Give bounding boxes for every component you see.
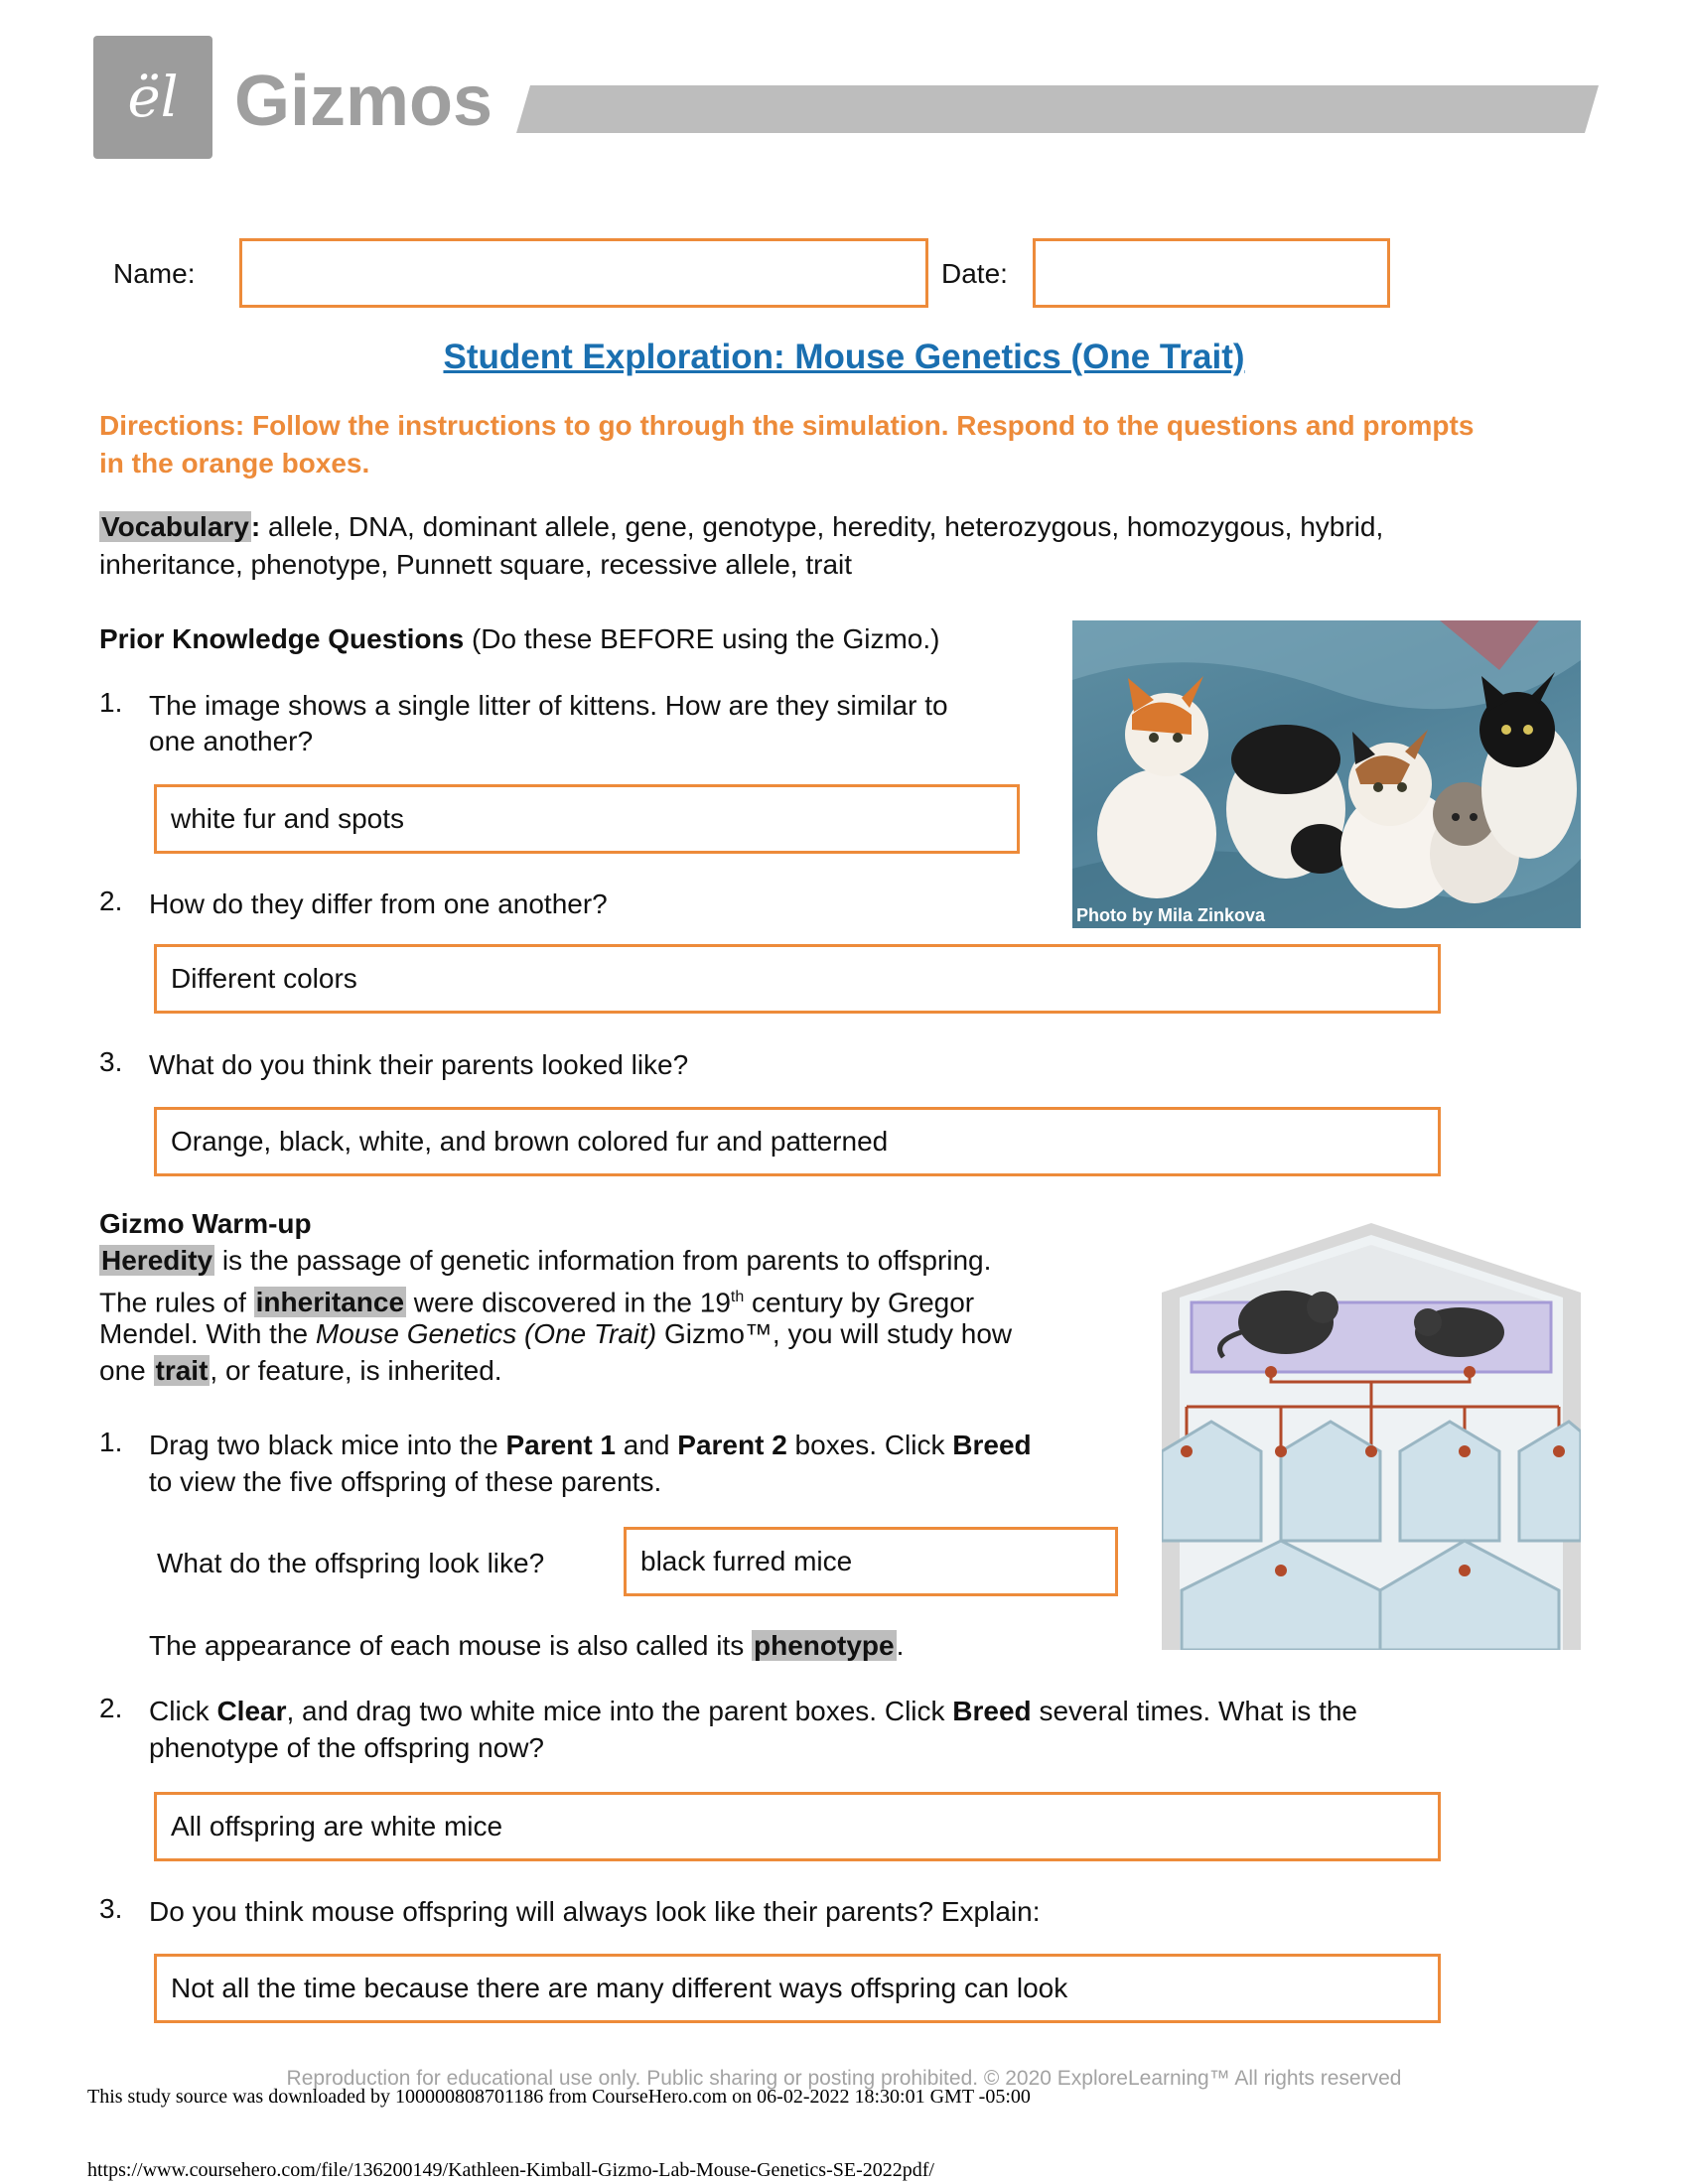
warmup-paragraph-line-1: Heredity is the passage of genetic information from parents to offspring. <box>101 1245 992 1276</box>
page-title: Student Exploration: Mouse Genetics (One Trait) <box>443 338 1245 376</box>
kittens-photo <box>1072 620 1581 928</box>
warmup-q3-answer[interactable]: Not all the time because there are many different ways offspring can look <box>154 1954 1441 2023</box>
download-notice: This study source was downloaded by 100000808701186 from CourseHero.com on 06-02-2022 18:30:01 GMT -05:00 <box>87 2086 1031 2108</box>
warmup-heading: Gizmo Warm-up <box>99 1208 312 1239</box>
date-field[interactable] <box>1033 238 1390 308</box>
warmup-q3-number: 3. <box>99 1893 123 1924</box>
prior-q3-answer[interactable]: Orange, black, white, and brown colored fur and patterned <box>154 1107 1441 1176</box>
warmup-q1-answer[interactable]: black furred mice <box>624 1527 1118 1596</box>
prior-q3-number: 3. <box>99 1046 123 1077</box>
warmup-paragraph-line-3: Mendel. With the Mouse Genetics (One Trait) Gizmo™, you will study how <box>99 1318 1013 1349</box>
name-label: Name: <box>113 258 196 289</box>
prior-q2-text: How do they differ from one another? <box>149 888 608 919</box>
prior-q1-line-2: one another? <box>149 726 314 756</box>
prior-q2-answer[interactable]: Different colors <box>154 944 1441 1014</box>
gizmos-logo-tile <box>93 36 212 159</box>
prior-q1-line-1: The image shows a single litter of kittens. How are they similar to <box>149 690 948 721</box>
warmup-q2-line-1: Click Clear, and drag two white mice into the parent boxes. Click Breed several times. What is the <box>149 1696 1358 1726</box>
warmup-q1-number: 1. <box>99 1427 123 1457</box>
warmup-paragraph-line-2: The rules of inheritance were discovered in the 19th century by Gregor <box>99 1287 975 1318</box>
photo-credit: Photo by Mila Zinkova <box>1076 905 1266 925</box>
prior-q3-text: What do you think their parents looked like? <box>149 1049 689 1080</box>
warmup-q1-line-1: Drag two black mice into the Parent 1 and Parent 2 boxes. Click Breed <box>149 1430 1032 1460</box>
warmup-q1-prompt: What do the offspring look like? <box>157 1548 545 1578</box>
prior-q2-number: 2. <box>99 886 123 916</box>
warmup-paragraph-line-4: one trait, or feature, is inherited. <box>99 1355 502 1386</box>
vocabulary-line-1: Vocabulary: allele, DNA, dominant allele, gene, genotype, heredity, heterozygous, homozygous, hybrid, <box>101 511 1384 542</box>
phenotype-note: The appearance of each mouse is also called its phenotype. <box>149 1630 905 1661</box>
warmup-q2-line-2: phenotype of the offspring now? <box>149 1732 545 1763</box>
warmup-q2-answer[interactable]: All offspring are white mice <box>154 1792 1441 1861</box>
copyright-notice: Reproduction for educational use only. Public sharing or posting prohibited. © 2020 ExploreLearning™ All rights reserved <box>286 2067 1402 2090</box>
source-url[interactable]: https://www.coursehero.com/file/136200149/Kathleen-Kimball-Gizmo-Lab-Mouse-Genetics-SE-2022pdf/ <box>87 2159 934 2181</box>
brand-name: Gizmos <box>234 62 493 141</box>
prior-q1-answer[interactable]: white fur and spots <box>154 784 1020 854</box>
date-label: Date: <box>941 258 1008 289</box>
name-field[interactable] <box>239 238 928 308</box>
kittens-illustration <box>1072 620 1581 928</box>
warmup-q3-text: Do you think mouse offspring will always look like their parents? Explain: <box>149 1896 1041 1927</box>
prior-q1-number: 1. <box>99 687 123 718</box>
header-bar <box>516 85 1599 133</box>
gizmo-screenshot <box>1162 1223 1581 1650</box>
warmup-q2-number: 2. <box>99 1693 123 1723</box>
prior-knowledge-heading: Prior Knowledge Questions (Do these BEFORE using the Gizmo.) <box>99 623 940 654</box>
vocabulary-label: Vocabulary <box>101 511 249 542</box>
logo-glyph: ël <box>127 65 179 130</box>
warmup-q1-line-2: to view the five offspring of these parents. <box>149 1466 662 1497</box>
directions: Directions: Follow the instructions to go through the simulation. Respond to the questions and prompts in the orange boxes. <box>99 410 1475 478</box>
vocabulary-line-2: inheritance, phenotype, Punnett square, recessive allele, trait <box>99 549 853 580</box>
